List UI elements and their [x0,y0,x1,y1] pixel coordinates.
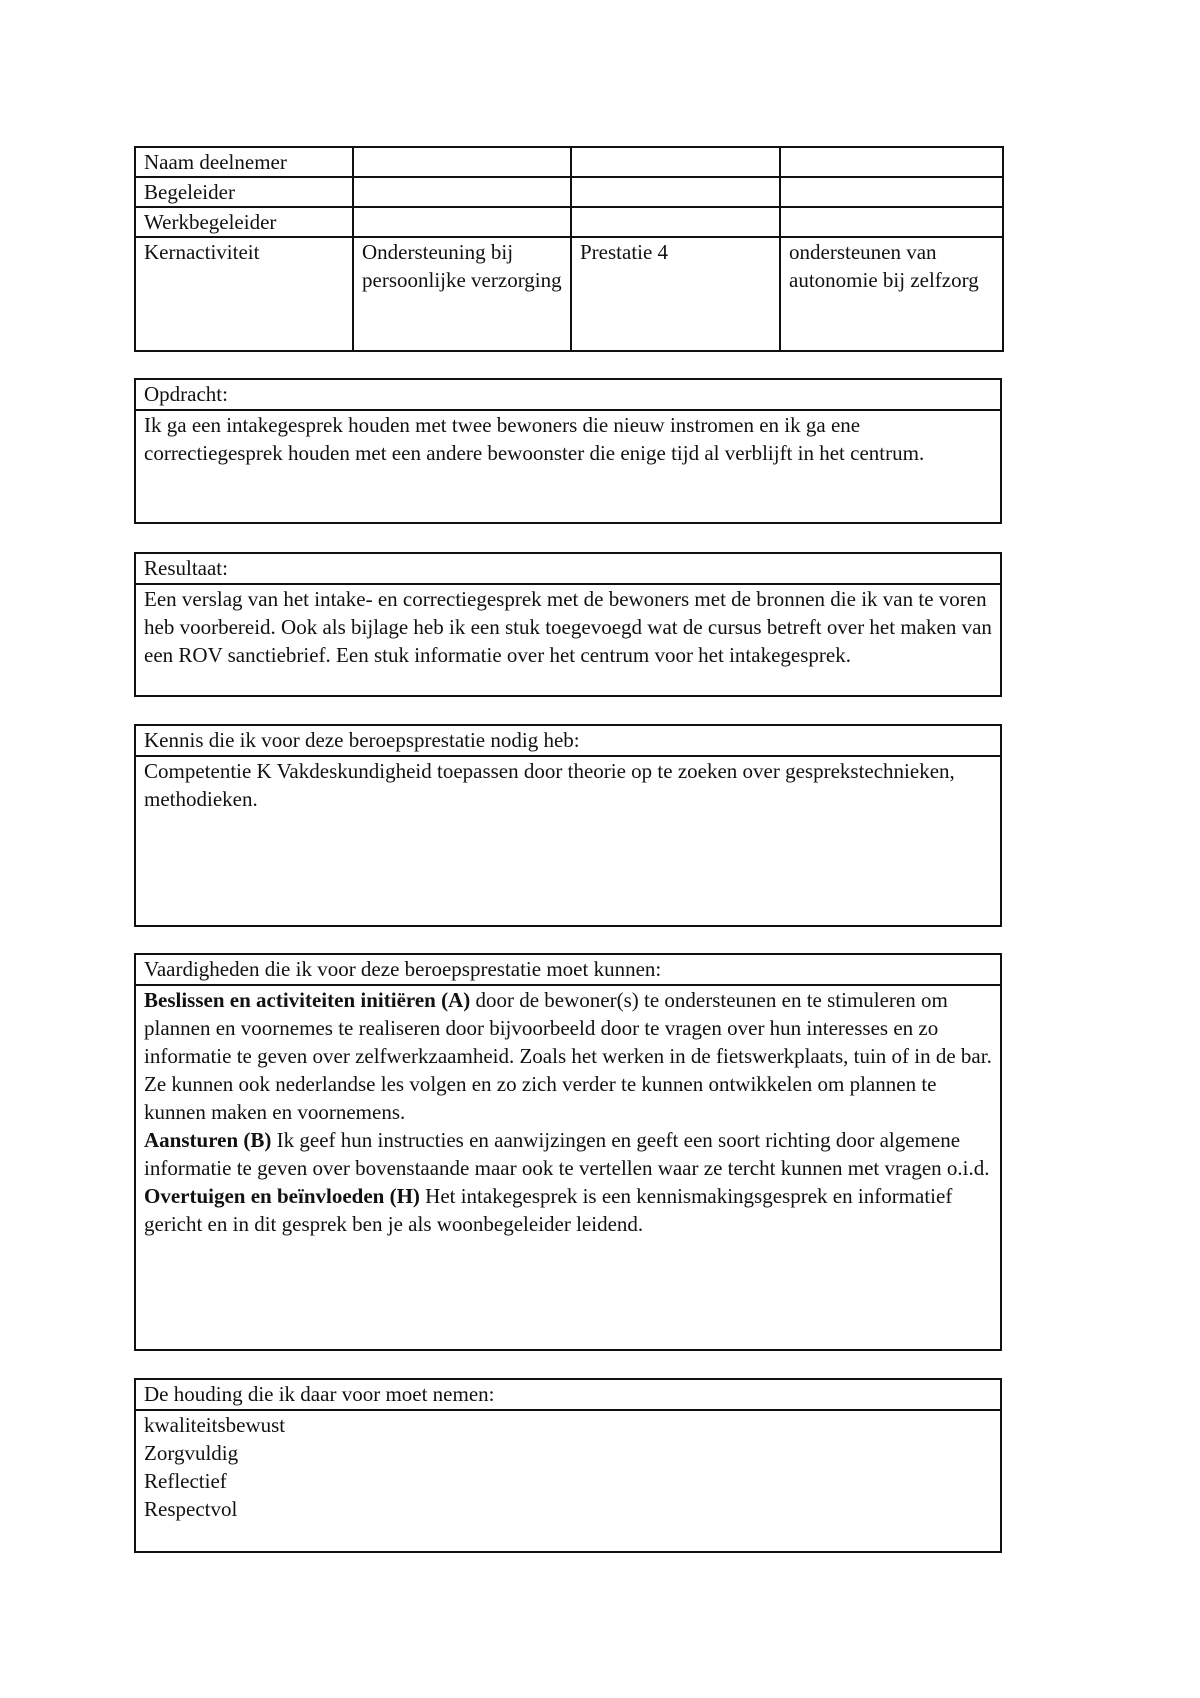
skill-item [144,1182,992,1238]
table-cell [780,177,1003,207]
row-label: Begeleider [135,177,353,207]
table-cell [780,147,1003,177]
skill-title: Beslissen en activiteiten initiëren (A) [144,988,471,1012]
table-cell [353,147,571,177]
skill-item [144,1126,992,1182]
vaardigheden-section [134,953,1002,1351]
skill-title: Overtuigen en beïnvloeden (H) [144,1184,420,1208]
table-row [135,147,1003,177]
section-header: De houding die ik daar voor moet nemen: [136,1380,1000,1411]
table-cell [571,207,780,237]
skill-title: Aansturen (B) [144,1128,272,1152]
attitude-item: Zorgvuldig [144,1441,239,1465]
houding-section [134,1378,1002,1553]
table-row [135,237,1003,351]
info-table [134,146,1004,352]
skill-text: Het intakegesprek is een kennismakingsgesprek en informatief gericht en in dit gesprek ben je als woonbegeleider leidend. [144,1184,953,1236]
section-text: Een verslag van het intake- en correctiegesprek met de bewoners met de bronnen die ik van te voren heb voorbereid. Ook als bijlage heb ik een stuk toegevoegd wat de cursus betreft over het maken van een ROV sanctiebrief. Een stuk informatie over het centrum voor het intakegesprek. [144,587,992,667]
table-cell [571,177,780,207]
skill-item [144,986,992,1126]
section-header: Resultaat: [136,554,1000,585]
section-header: Kennis die ik voor deze beroepsprestatie nodig heb: [136,726,1000,757]
table-row [135,207,1003,237]
table-row [135,177,1003,207]
row-label: Werkbegeleider [135,207,353,237]
attitude-item: Respectvol [144,1497,238,1521]
attitude-item: kwaliteitsbewust [144,1413,286,1437]
section-header: Vaardigheden die ik voor deze beroepsprestatie moet kunnen: [136,955,1000,986]
opdracht-section [134,378,1002,524]
section-text: Competentie K Vakdeskundigheid toepassen door theorie op te zoeken over gesprekstechnieken, methodieken. [144,759,955,811]
kennis-section [134,724,1002,927]
skill-text: door de bewoner(s) te ondersteunen en te stimuleren om plannen en voornemes te realiseren door bijvoorbeeld door te vragen over hun interesses en zo informatie te geven over zelfwerkzaamheid. Zoals het werken in de fietswerkplaats, tuin of in de bar. Ze kunnen ook nederlandse les volgen en zo zich verder te kunnen ontwikkelen om plannen te kunnen maken en voornemens. [144,988,992,1124]
row-label: Kernactiviteit [135,237,353,351]
table-cell [353,177,571,207]
table-cell [571,147,780,177]
attitude-item: Reflectief [144,1469,227,1493]
table-cell: Ondersteuning bij persoonlijke verzorging [353,237,571,351]
section-text: Ik ga een intakegesprek houden met twee bewoners die nieuw instromen en ik ga ene correctiegesprek houden met een andere bewoonster die enige tijd al verblijft in het centrum. [144,413,925,465]
table-cell: Prestatie 4 [571,237,780,351]
table-cell [353,207,571,237]
row-label: Naam deelnemer [135,147,353,177]
resultaat-section [134,552,1002,697]
skill-text: Ik geef hun instructies en aanwijzingen en geeft een soort richting door algemene informatie te geven over bovenstaande maar ook te vertellen waar ze tercht kunnen met vragen o.i.d. [144,1128,990,1180]
table-cell [780,207,1003,237]
table-cell: ondersteunen van autonomie bij zelfzorg [780,237,1003,351]
section-header: Opdracht: [136,380,1000,411]
